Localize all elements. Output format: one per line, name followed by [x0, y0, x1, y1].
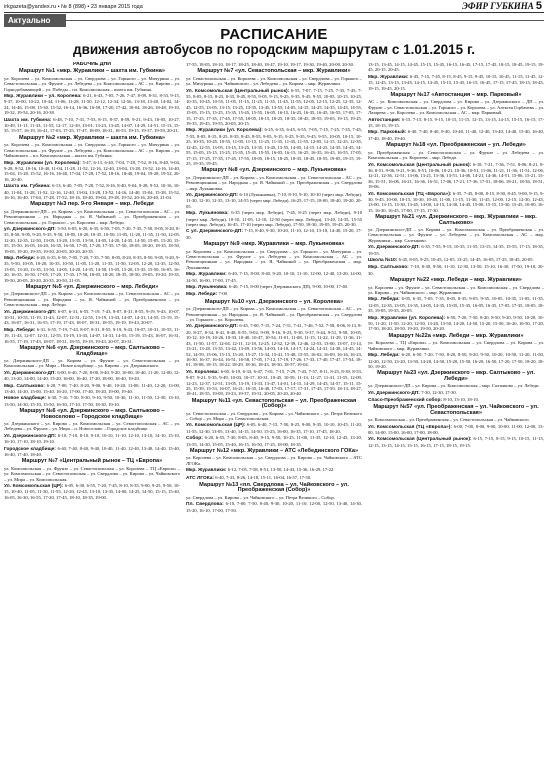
schedule-text: 6-05, 6-30, 6-55, 7-20, 7-45, 8-10, 8-35, 9-00, 9-25, 9-50, 10-15, 10-40, 11-05, 11-30, 11-55, 12-20, 12-45, 13-10, 13-35, 14-00, 14-25, 14-50, 15-15, 15-40, 16-05, 16-30, 16-55, 17-20, 17-45, 18-10, 18-35, 19-00.: [4, 483, 180, 500]
route-heading: Маршрут №1 «мкр. Журавлики – шахта им. Губкина»: [19, 68, 165, 75]
rubric-label: Актуально: [4, 14, 66, 27]
schedule-text: 6-15, 7-15, 8-15, 9-15, 10-15, 11-15, 12-15, 13-15, 14-15, 15-15, 16-15, 17-15, 18-15, 19-15.: [368, 436, 544, 448]
schedule-text: 6-21, 6-43, 7-05, 7-26, 7-47, 8-09, 8-31, 8-53, 9-15, 9-37, 10-00, 10-22, 10-44, 11-06, 11-28, 11-50, 12-12, 12-34, 12-56, 13-18, 13-40, 14-02, 14-24, 14-46, 15-08, 15-30, 15-52, 16-14, 16-36, 16-58, 17-20, 17-42, 18-04, 18-26, 18-48, 19-10, 19-32, 19-54, 20-16, 20-38.: [4, 93, 180, 116]
schedule-entry: [368, 397, 544, 403]
stop-name: Школа №10:: [368, 258, 399, 263]
schedule-entry: [4, 370, 180, 382]
schedule-entry: [186, 435, 362, 447]
schedule-text: 6-40, 7-40, 8-40, 9-40, 10-40, 11-40, 12-40, 13-40, 14-40, 15-40, 16-40, 17-40, 18-40, 19-40.: [368, 129, 544, 141]
schedule-text: 7-30, 12-30, 17-30.: [421, 389, 457, 395]
route-heading: Маршрут №7 «ул. Севастопольская – мкр. Журавлики»: [197, 68, 351, 75]
schedule-entry: [368, 129, 544, 141]
schedule-text: ул. Севастопольская – ул. Королева – ул. Комсомольская – ул. Свердлова – ул. Горького – ул. Мичурина – ул. Чайковского – ул. Лебедева – ул. Кирова – мкр. Журавлики.: [186, 75, 362, 87]
stop-name: Спасо-Преображенский собор:: [368, 397, 444, 403]
schedule-entry: [186, 422, 362, 434]
schedule-text: 7-15, 8-40, 9-30, 10-20, 11-10, 12-10, 13-10, 14-40, 15-20, 17-30.: [186, 228, 362, 240]
schedule-entry: [4, 209, 180, 225]
schedule-entry: [368, 74, 544, 91]
schedule-text: 7-10, 8-30, 9-50, 11-10, 12-30, 13-50, 15-10, 16-30, 17-50, 19-10, 20-30.: [368, 264, 544, 276]
stop-name: АТС ЛГОКа:: [186, 475, 216, 481]
column-3: [368, 62, 544, 766]
schedule-entry: [368, 150, 544, 161]
schedule-text: 6-55, 7-07, 7-15, 7-25, 7-35, 7-45, 7-55, 8-05, 8-15, 8-25, 8-35, 8-45, 8-55, 9-05, 9-15, 9-25, 9-35, 9-45, 9-55, 10-05, 10-15, 10-25, 10-35, 10-45, 10-55, 11-05, 11-15, 11-25, 11-35, 11-45, 11-55, 12-05, 12-15, 12-25, 12-35, 12-45, 12-55, 13-05, 13-15, 13-25, 13-35, 13-45, 13-55, 14-05, 14-15, 14-25, 14-35, 14-45, 14-55, 15-05, 15-15, 15-25, 15-35, 15-45, 15-55, 16-05, 16-15, 16-25, 16-35, 16-45, 16-55, 17-05, 17-15, 17-25, 17-35, 17-45, 17-55, 18-05, 18-15, 18-25, 18-35, 18-45, 18-55, 19-05, 19-15, 19-25, 19-35, 19-45, 19-55, 20-05, 20-15.: [186, 87, 362, 127]
schedule-text: 6-20, 6-50, 7-20, 7-50, 8-20, 8-50, 9-20, 9-50, 10-20, 10-50, 11-20, 11-50, 12-20, 12-50, 13-20, 13-50, 14-20, 14-50, 15-20, 15-50, 16-20, 16-50, 17-20, 17-50, 18-20, 18-50, 19-20.: [368, 352, 544, 369]
route-heading: Маршрут №22 «мкр. Лебеди – мкр. Журавлики»: [390, 277, 522, 284]
schedule-entry: [4, 383, 180, 395]
schedule-text: 6-35, 7-55, 9-15, 10-35, 11-55, 13-15, 14-35, 15-55, 17-15, 18-35, 19-55.: [368, 244, 544, 256]
stop-name: Мкр. Лебеди:: [186, 292, 219, 298]
column-2: [186, 62, 362, 766]
schedule-entry: [186, 495, 362, 500]
schedule-entry: [186, 411, 362, 422]
schedule-text: 6-10, 7-00, 7-50, 8-40, 9-30, 10-20, 11-10, 12-00, 12-50, 13-40, 14-30, 15-20, 16-10, 17-00, 17-50.: [186, 501, 362, 513]
stop-name: Мкр. Лукьяновка:: [186, 285, 229, 291]
schedule-text: ул. Королева – ул. Комсомольская – ул. Свердлова – ул. Горького – ул. Мичурина – ул. Севастопольская – ул. Фрунзе – ул. Лебедева – ул. Комсомольская – АС – ул. Кирова – ул. Чайковского – пл. Комсомольская – шахта им. Губкина.: [4, 142, 180, 159]
schedule-text: 6-31, 6-55, 7-19, 7-43, 8-07, 8-31, 8-55, 9-19, 9-43, 10-07, 10-31, 10-55, 11-19, 11-43, 12-07, 12-31, 12-55, 13-19, 13-43, 14-07, 14-31, 14-55, 15-19, 15-43, 16-07, 16-31, 16-55, 17-19, 17-43, 18-07, 18-31, 18-55, 19-19, 19-43, 20-07, 20-31.: [4, 326, 180, 344]
schedule-entry: [186, 210, 362, 227]
stop-name: Мкр. Журавлики – ул. Королева:: [4, 94, 84, 100]
schedule-entry: [4, 446, 180, 458]
article-title: РАСПИСАНИЕ: [220, 26, 328, 43]
schedule-entry: [186, 501, 362, 513]
schedule-entry: [368, 117, 544, 129]
route-heading: Маршрут №13 «пл. Свердлова – ул. Чайковского – ул. Преображенская (Собор)»: [199, 482, 349, 494]
schedule-entry: [4, 358, 180, 369]
schedule-entry: [186, 475, 362, 481]
schedule-text: ул. Дзержинского-ДП – ул. Кирова – ул. Комсомольская – ул. Севастопольская – АС – ул. Революционная – ул. Народная – ул. Я. Чайкиной – ул. Преображенская – ул. Севастопольская – ул. Горького – ул. Королева – мкр. Лебеди.: [4, 208, 180, 225]
schedule-entry: [368, 264, 544, 276]
stop-name: Ул. Дзержинского-ДП:: [4, 309, 58, 315]
route-heading: Маршрут №6 «ул. Дзержинского – мкр. Салтыково – Новоселово – Городское кладбище»: [19, 408, 165, 420]
schedule-text: ул. Королева – ул. Фрунзе – ул. Севастопольская – ул. Комсомольская – ул. Свердлова – ул. Кирова – ул. Чайковского – мкр. Журавлики.: [368, 284, 544, 296]
stop-name: Новое кладбище:: [4, 396, 48, 402]
schedule-entry: [4, 160, 180, 183]
newspaper-brand: ЭФИР ГУБКИНА: [462, 1, 534, 11]
schedule-entry: [186, 291, 362, 297]
schedule-text: 6-30, 7-10, 7-50, 8-30, 9-10, 9-50, 10-30, 11-10, 11-50, 12-30, 13-10, 13-50, 14-30, 15-10, 15-50, 16-30, 17-10, 17-50, 18-30, 19-10.: [4, 395, 180, 407]
stop-name: Мкр. Журавлики (ул. Королева):: [368, 315, 447, 321]
schedule-text: 6-20, 7-00, 7-40, 8-20, 9-00, 9-40, 10-20, 11-00, 11-40, 12-20, 13-00, 13-40, 14-20, 15-00, 15-40, 16-20, 17-00, 17-40, 18-20, 19-00, 19-40.: [4, 382, 180, 394]
schedule-text: ул. Преображенская – ул. Севастопольская – ул. Фрунзе – ул. Лебедева – ул. Комсомольская – ул. Королева – мкр. Лебеди.: [368, 149, 544, 161]
stop-name: Мкр. Парковый:: [368, 130, 408, 136]
schedule-entry: [4, 93, 180, 116]
route-heading: Маршрут №17 «Автостанция – мкр. Парковый»: [390, 92, 522, 99]
schedule-text: 6-18, 7-21, 7-36, 7-51, 8-06, 8-21, 8-36, 8-51, 9-06, 9-21, 9-36, 9-51, 10-06, 10-21, 10-36, 10-51, 11-06, 11-21, 11-36, 11-51, 12-06, 12-21, 12-36, 12-51, 13-06, 13-21, 13-36, 13-51, 14-06, 14-21, 14-36, 14-51, 15-06, 15-21, 15-36, 15-51, 16-06, 16-21, 16-36, 16-51, 17-06, 17-21, 17-36, 17-51, 18-06, 18-21, 18-36, 18-51, 19-06.: [368, 161, 544, 190]
stop-name: ул. Дзержинского-ДП:: [4, 226, 58, 232]
schedule-text: 6-35 (через мкр. Лебеди), 7-45, 8-25 (через мкр. Лебеди), 9-10 (через мкр. Лебеди), 10-10, 11-05, 12-10, 12-50 (через мкр. Лебеди), 13-40, 14-35, 15-55 (через мкр. Лебеди), 16-45, 17-10 (через мкр. Лебеди), 17-50, 18-30, 19-05, 19-45, 20-30.: [186, 210, 362, 227]
schedule-text: 6-45, 7-00, 7-15, 7-24, 7-31, 7-41, 7-46, 7-52, 7-58, 8-06, 8-13, 8-20, 8-27, 8-34, 8-41, 8-48, 8-55, 9-02, 9-09, 9-16, 9-23, 9-30, 9-37, 9-44, 9-51, 9-58, 10-05, 10-12, 10-19, 10-26, 10-33, 10-40, 10-47, 10-54, 11-01, 11-08, 11-15, 11-22, 11-29, 11-36, 11-43, 11-50, 11-57, 12-04, 12-11, 12-18, 12-25, 12-32, 12-39, 12-46, 12-53, 13-00, 13-07, 13-14, 13-21, 13-28, 13-35, 13-42, 13-49, 13-56, 14-03, 14-10, 14-17, 14-24, 14-31, 14-38, 14-45, 14-52, 14-59, 15-06, 15-13, 15-20, 15-27, 15-34, 15-41, 15-48, 15-55, 16-02, 16-09, 16-16, 16-23, 16-30, 16-37, 16-44, 16-51, 16-58, 17-05, 17-12, 17-19, 17-26, 17-33, 17-40, 17-47, 17-54, 18-01, 18-08, 18-15, 18-22, 18-29, 18-36, 18-43, 18-50, 18-57, 19-04.: [186, 323, 362, 368]
schedule-entry: [368, 285, 544, 296]
route-heading: Маршрут №3 пер. 9-го Января – мкр. Лебеди: [30, 201, 154, 208]
stop-name: Ул. Дзержинского-ДП:: [4, 433, 58, 439]
schedule-text: 5-50, 6-05, 6-20, 6-35, 6-50, 7-05, 7-20, 7-35, 7-50, 8-05, 8-20, 8-35, 8-50, 9-05, 9-20, 9-35, 9-50, 10-05, 10-20, 10-35, 10-50, 11-05, 11-20, 11-35, 11-50, 12-05, 12-20, 12-35, 12-50, 13-05, 13-20, 13-35, 13-50, 14-05, 14-20, 14-35, 14-50, 15-05, 15-20, 15-35, 15-50, 16-05, 16-20, 16-35, 16-50, 17-05, 17-20, 17-35, 17-50, 18-05, 18-20, 18-35, 18-50, 19-05, 19-20, 19-35, 19-50, 20-05, 20-20, 20-35.: [4, 225, 180, 254]
schedule-text: ул. Дзержинского – ул. Кирова – ул. Комсомольская – ул. Севастопольская – АС – ул. Лебедева – ул. Фрунзе – ул. Мира – п. Новоселово – Городское кладбище.: [4, 420, 180, 432]
schedule-entry: [186, 284, 362, 290]
schedule-entry: [186, 467, 362, 473]
schedule-text: 6-07, 6-31, 6-55, 7-19, 7-43, 8-07, 8-31, 8-55, 9-19, 9-43, 10-07, 10-31, 10-55, 11-19, 11-43, 12-07, 12-31, 12-55, 13-19, 13-43, 14-07, 14-31, 14-55, 15-19, 15-43, 16-07, 16-31, 16-55, 17-19, 17-43, 18-07, 18-31, 18-55, 19-19, 19-43, 20-07.: [4, 308, 180, 326]
schedule-entry: [4, 483, 180, 500]
schedule-entry: [186, 249, 362, 271]
schedule-text: ул. Дзержинского-ДП – ул. Кирова – ул. Комсомольская – ул. Севастопольская – АС – ул. Революционная – ул. Народная – ул. Я. Чайкиной – ул. Преображенская – ул. Свердлова – мкр. Лукьяновка.: [186, 174, 362, 191]
route-heading: Маршрут №9 «мкр. Журавлики – мкр. Лукьяновка»: [203, 241, 345, 248]
schedule-entry: [368, 390, 544, 396]
route-heading: Маршрут №2 «мкр. Журавлики – шахта им. Губкина»: [19, 134, 165, 141]
schedule-text: 6-00, 7-00, 8-00, 9-00, 10-00, 11-00, 12-00, 13-00, 14-00, 15-00, 16-00, 17-00, 18-00.: [368, 423, 544, 435]
schedule-text: 6-45, 7-15, 7-45, 8-15, 8-45, 9-15, 9-45, 10-15, 10-45, 11-15, 11-45, 12-15, 12-45, 13-15, 13-45, 14-15, 14-45, 15-15, 15-45, 16-15, 16-45, 17-15, 17-45, 18-15, 18-45, 19-15, 19-45, 20-15.: [368, 73, 544, 91]
schedule-text: 6-12, 7-05, 7-58, 8-51, 13-50, 14-43, 15-36, 16-29, 17-22.: [227, 467, 335, 473]
schedule-entry: [4, 433, 180, 445]
schedule-entry: [186, 306, 362, 322]
schedule-entry: [4, 117, 180, 134]
schedule-text: ул. Королева – ул. Комсомольская – ул. Свердлова – ул. Кирова – ул. Чайковского – АТС ЛГОКа.: [186, 455, 362, 466]
schedule-text: 6-05, 6-35, 7-05, 7-35, 8-05, 8-35, 9-05, 9-35, 10-05, 10-35, 11-05, 11-35, 12-05, 12-35, 13-05, 13-35, 14-05, 14-35, 15-05, 15-35, 16-05, 16-35, 17-05, 17-35, 18-05, 18-35, 19-05, 19-35, 20-05.: [368, 296, 544, 314]
schedule-text: ул. Королева – ул. Комсомольская – ул. Свердлова – ул. Горького – ул. Мичурина – ул. Севастопольская – ул. Фрунзе – ул. Лебедева – ул. Комсомольская – АС – ул. Революционная – ул. Народная – ул. Я. Чайкиной – ул. Преображенская – мкр. Лукьяновка.: [186, 248, 362, 270]
schedule-entry: [4, 466, 180, 482]
schedule-text: 6-00, 6-40, 7-20, 8-00, 8-40, 9-20, 10-00, 10-40, 11-20, 12-00, 12-40, 13-20, 14-00, 14-40, 15-20, 16-00, 16-40, 17-20, 18-00, 18-40, 19-20.: [4, 369, 180, 382]
schedule-entry: [368, 244, 544, 256]
schedule-text: 13-15, 13-45, 14-15, 14-45, 15-15, 15-45, 16-15, 16-45, 17-15, 17-45, 18-15, 18-45, 19-15, 19-45, 20-15, 20-45.: [368, 62, 544, 73]
route-heading: Маршрут №23 «ул. Дзержинского – мкр. Салтыково – ул. Лебеди»: [377, 370, 535, 382]
schedule-entry: [4, 183, 180, 200]
route-heading: Маршрут №21 «ул. Дзержинского – мкр. Журавлики – мкр. Салтыково»: [375, 214, 537, 226]
schedule-entry: [186, 271, 362, 283]
stop-name: Городское кладбище:: [4, 446, 58, 452]
schedule-entry: [368, 352, 544, 369]
schedule-entry: [4, 291, 180, 307]
schedule-entry: [368, 436, 544, 448]
page-header: [4, 2, 544, 13]
schedule-text: 17-55, 18-05, 18-10, 18-17, 18-25, 18-40, 18-47, 19-10, 19-17, 19-30, 19-40, 20-00, 20-30.: [186, 62, 355, 67]
stop-name: Собор:: [186, 436, 205, 442]
stop-name: Ул. Комсомольская (Центральный рынок):: [186, 88, 291, 94]
stop-name: Ул. Комсомольская (ЦР):: [186, 423, 247, 429]
stop-name: Ул. Королева:: [186, 369, 221, 375]
schedule-text: ул. Свердлова – ул. Кирова – ул. Чайковского – ул. Петра Великого – Собор.: [186, 494, 335, 500]
schedule-text: ул. Дзержинского-ДП – ул. Кирова – ул. Фрунзе – ул. Севастопольская – ул. Комсомольская – ул. Мира – Новое кладбище – ул. Кирова – ул. Дзержинского.: [4, 357, 180, 369]
stop-name: Пл. Свердлова:: [186, 502, 226, 508]
schedule-entry: [4, 142, 180, 158]
rubric-divider: [66, 20, 544, 21]
schedule-entry: [368, 191, 544, 214]
schedule-text: АС – ул. Комсомольская – ул. Свердлова – ул. Кирова – ул. Дзержинского – ДП – ул. Фрунзе – ул. Севастопольская – ул. Горького – ул. Королева – ул. Алексея Горбачева – ул. Лазарева – ул. Королева – ул. Комсомольская – АС – мкр. Парковый.: [368, 99, 544, 116]
stop-name: Мкр. Салтыково:: [4, 383, 47, 389]
schedule-entry: [368, 315, 544, 332]
schedule-entry: [186, 455, 362, 466]
schedule-entry: [368, 296, 544, 313]
schedule-text: ул. Дзержинского-ДП – ул. Кирова – ул. Комсомольская – мкр. Салтыково – ул. Лебеди.: [368, 383, 540, 389]
schedule-text: 6-13, 6-40, 7-05, 7-28, 7-52, 8-16, 8-40, 9-04, 9-28, 9-52, 10-16, 10-40, 11-04, 11-28, 11-52, 12-16, 12-40, 13-04, 13-28, 13-52, 14-16, 14-40, 15-04, 15-28, 15-52, 16-16, 16-40, 17-04, 17-28, 17-52, 18-16, 18-40, 19-04, 19-28, 19-52, 20-16, 20-40, 21-04.: [4, 183, 180, 200]
stop-name: Ул. Дзержинского-ДП:: [4, 370, 58, 376]
schedule-entry: [186, 228, 362, 240]
stop-name: Шахта им. Губкина:: [4, 117, 54, 123]
schedule-text: 6-20, 6-55, 7-30, 8-05, 8-40, 9-15, 9-50, 10-25, 11-00, 11-35, 12-10, 12-45, 13-20, 13-55, 14-30, 15-05, 15-40, 16-15, 16-50, 17-25, 18-00, 18-35.: [186, 435, 362, 447]
schedule-text: 6-20, 6-35, 6-50, 7-05, 7-20, 7-35, 7-50, 8-05, 8-20, 8-35, 8-50, 9-05, 9-20, 9-35, 9-50, 10-05, 10-20, 10-35, 10-50, 11-05, 11-20, 11-35, 11-50, 12-05, 12-20, 12-35, 12-50, 13-05, 13-20, 13-35, 13-50, 14-05, 14-20, 14-35, 14-50, 15-05, 15-20, 15-35, 15-50, 16-05, 16-20, 16-35, 16-50, 17-05, 17-20, 17-35, 17-50, 18-05, 18-20, 18-35, 18-50, 19-05, 19-20, 19-35, 19-50, 20-05, 20-20, 20-35, 20-50, 21-05.: [4, 255, 180, 283]
header-left: irkgazeta@yandex.ru • № 8 (898) • 23 января 2015 года: [4, 4, 143, 10]
schedule-text: ул. Королева – ул. Комсомольская – ул. Свердлова – ул. Горького – ул. Мичурина – ул. Севастопольская – ул. Фрунзе – ул. Лебедева – ул. Комсомольская – АС – ул. Кирова – ул. Горнодобывающей – ул. Победы – пл. Комсомольская – шахта им. Губкина.: [4, 75, 180, 92]
stop-name: Мкр. Лебеди:: [368, 353, 402, 359]
schedule-entry: [4, 226, 180, 254]
route-heading: Маршрут №22а «мкр. Лебеди – мкр. Журавлики»: [388, 332, 524, 339]
stop-name: Ул. Дзержинского-ДП:: [186, 324, 240, 330]
stop-name: Ул. Комсомольская (ТЦ «Европа»):: [368, 424, 454, 430]
schedule-text: ул. Севастопольская – ул. Свердлова – ул. Кирова – ул. Чайковского – ул. Петра Великого – Собор – ул. Мира – ул. Севастопольская.: [186, 410, 362, 421]
stop-name: Автостанция:: [368, 117, 402, 123]
stop-name: Мкр. Лебеди:: [4, 327, 37, 333]
schedule-entry: [186, 192, 362, 209]
schedule-entry: [4, 255, 180, 283]
schedule-entry: [368, 340, 544, 351]
schedule-entry: [186, 323, 362, 367]
schedule-entry: [4, 395, 180, 407]
schedule-text: 6-35, 7-45, 8-00, 8-15, 8-30, 8-45, 9-00, 9-15, 9-30, 9-45, 10-00, 10-15, 10-30, 10-45, 11-00, 11-15, 11-30, 11-45, 12-00, 12-15, 12-30, 12-45, 13-00, 13-15, 13-30, 13-45, 14-00, 14-15, 14-30, 14-45, 15-00, 15-15, 15-30, 15-45, 16-00, 16-15, 16-30, 16-45, 17-00, 17-15, 17-30.: [368, 190, 544, 213]
stop-name: Мкр. Журавлики:: [186, 468, 228, 474]
schedule-columns: [4, 62, 544, 766]
schedule-text: 7-00.: [218, 291, 229, 297]
route-heading: Маршрут №11 «ул. Севастопольская – ул. Преображенская (Собор)»: [191, 397, 357, 410]
schedule-text: 6-15, 7-15, 8-15, 9-15, 10-15, 11-15, 12-15, 13-15, 14-15, 15-15, 16-15, 17-15, 18-15, 19-15.: [368, 116, 544, 129]
route-heading: Маршрут №12 «мкр. Журавлики – АТС «Лебединского ГОКа»: [189, 448, 359, 454]
schedule-entry: [4, 421, 180, 432]
schedule-entry: [186, 88, 362, 127]
schedule-text: 6-10 (Лукьяновка), 7-10, 8-10, 9-10, 10-10 (через мкр. Лебеди), 11-30, 12-10, 12-35, 13-10, 14-55 (через мкр. Лебеди), 16-25, 17-15, 18-00, 18-40, 19-20, 20-05.: [186, 191, 362, 209]
schedule-text: ул. Дзержинского-ДП – ул. Кирова – ул. Комсомольская – ул. Преображенская – ул. Севастопольская – ул. Фрунзе – ул. Лебедева – ул. Комсомольская – АС – мкр. Журавлики – мкр. Салтыково.: [368, 226, 544, 243]
page-number: 5: [535, 0, 542, 12]
column-1: [4, 62, 180, 766]
schedule-entry: [4, 76, 180, 92]
schedule-text: 6-40, 7-33, 8-26, 14-18, 15-11, 16-04, 16-57, 17-50.: [215, 474, 312, 480]
route-heading: Маршрут №8 «ул. Дзержинского – мкр. Лукьяновка»: [201, 167, 347, 174]
stop-name: Мкр. Журавлики:: [368, 74, 410, 80]
stop-name: Ул. Комсомольская (ТЦ «Европа»):: [368, 191, 453, 197]
route-heading: Маршрут №18 «ул. Преображенская – ул. Лебеди»: [386, 142, 526, 149]
schedule-text: ул. Дзержинского-ДП – ул. Кирова – ул. Комсомольская – ул. Севастопольская – АС – ул. Революционная – ул. Народная – ул. Я. Чайкиной – ул. Преображенская – ул. Свердлова – ул. Горького – ул. Королева.: [186, 306, 362, 323]
schedule-entry: [368, 99, 544, 115]
schedule-text: 6-40, 7-15, 8-00 (через Дзержинского ДП), 9-00, 10-00, 17-40.: [228, 284, 349, 290]
schedule-entry: [368, 383, 544, 388]
route-heading: Маршрут №7 «Центральный рынок – ТЦ «Европа»: [21, 458, 163, 465]
stop-name: Ул. Дзержинского-ДП:: [368, 245, 422, 251]
schedule-entry: [4, 309, 180, 326]
stop-name: Ул. Дзержинского-ДП:: [186, 192, 240, 198]
schedule-text: ул. Комсомольская – ул. Фрунзе – ул. Севастопольская – ул. Королева – ТЦ «Европа» – ул. Комсомольская – ул. Севастопольская – ул. Свердлова – ул. Кирова – ул. Чайковского – ул. Мира – ул. Комсомольская.: [4, 465, 180, 482]
schedule-text: 6-25, 6-35, 6-45, 6-55, 7-05, 7-15, 7-25, 7-35, 7-45, 7-55, 8-05, 8-15, 8-25, 8-35, 8-45, 8-55, 9-05, 9-15, 9-25, 9-35, 9-45, 9-55, 10-05, 10-15, 10-25, 10-35, 10-45, 10-55, 11-05, 11-15, 11-25, 11-35, 11-45, 11-55, 12-05, 12-15, 12-25, 12-35, 12-45, 12-55, 13-05, 13-15, 13-25, 13-35, 13-45, 13-55, 14-05, 14-15, 14-25, 14-35, 14-45, 14-55, 15-05, 15-15, 15-25, 15-35, 15-45, 15-55, 16-05, 16-15, 16-25, 16-35, 16-45, 16-55, 17-05, 17-15, 17-25, 17-35, 17-45, 17-55, 18-05, 18-15, 18-25, 18-35, 18-45, 18-55, 19-05, 19-15, 19-25, 19-35, 19-45.: [186, 127, 362, 166]
stop-name: Мкр. Журавлики:: [186, 272, 229, 278]
schedule-text: 6-50, 7-20, 7-50, 8-20, 8-50, 9-20, 9-50, 10-20, 10-50, 11-20, 11-50, 12-20, 12-50, 13-20, 13-50, 14-20, 14-50, 15-20, 15-50, 16-20, 16-50, 17-20, 17-50, 18-20, 18-50, 19-20, 19-50, 20-20.: [368, 314, 544, 332]
schedule-text: 6-05, 6-40, 7-15, 7-50, 8-25, 9-00, 9-35, 10-10, 10-45, 11-20, 11-55, 12-30, 13-05, 13-40, 14-15, 14-50, 15-25, 16-00, 16-35, 17-10, 17-45, 18-20.: [186, 422, 362, 434]
schedule-entry: [186, 175, 362, 191]
schedule-text: ул. Комсомольская – ул. Преображенская – ул. Севастопольская – ул. Чайковского.: [368, 417, 530, 423]
schedule-entry: [186, 76, 362, 87]
schedule-entry: [368, 257, 544, 263]
stop-name: С ул. Дзержинского-ДП:: [186, 229, 245, 235]
schedule-text: 6-40, 7-40, 8-40, 9-40, 10-40, 11-40, 12-40, 13-40, 14-40, 15-40, 16-40, 17-40, 18-40.: [4, 445, 180, 457]
stop-name: Мкр. Журавлики (ул. Королева):: [186, 128, 265, 134]
stop-name: Ул. Комсомольская (Центральный рынок):: [368, 437, 474, 443]
stop-name: Мкр. Салтыково:: [368, 265, 411, 271]
schedule-text: 6-40, 7-15, 8-00, 8-40, 9-20, 10-10, 11-10, 12-00, 12-40, 13-20, 14-00, 14-50, 16-00, 17-00, 17-45.: [186, 271, 362, 283]
route-heading: Маршрут №10 «ул. Дзержинского – ул. Королева»: [204, 298, 344, 305]
stop-name: Шахта им. Губкина:: [4, 184, 53, 190]
schedule-text: 8-10, 13-10, 18-10.: [443, 396, 479, 402]
schedule-text: 6-05, 6-19, 6-33, 6-47, 7-01, 7-15, 7-29, 7-43, 7-57, 8-11, 8-25, 8-39, 8-53, 9-07, 9-21, 9-35, 9-49, 10-03, 10-17, 10-31, 10-45, 10-59, 11-13, 11-27, 11-41, 11-55, 12-09, 12-23, 12-37, 12-51, 13-05, 13-19, 13-33, 13-47, 14-01, 14-15, 14-29, 14-43, 14-57, 15-11, 15-25, 15-39, 15-53, 16-07, 16-21, 16-35, 16-49, 17-03, 17-17, 17-31, 17-45, 17-59, 18-13, 18-27, 18-41, 18-55, 19-09, 19-23, 19-37, 19-51, 20-05, 20-20, 20-40.: [186, 368, 362, 397]
schedule-entry: [186, 62, 362, 67]
stop-name: Мкр. Журавлики (ул. Королева):: [4, 160, 83, 166]
stop-name: Ул. Комсомольская (ЦР):: [4, 484, 65, 490]
stop-name: Ул. Дзержинского-ДП:: [368, 390, 422, 396]
route-heading: Маршрут №6 «ул. Дзержинского – мкр. Салтыково – Кладбище»: [19, 345, 165, 357]
route-heading: Маршрут №5 «ул. Дзержинского – мкр. Лебеди»: [25, 284, 159, 291]
workdays-heading: РАБОЧИЕ ДНИ: [73, 62, 111, 67]
schedule-entry: [368, 227, 544, 243]
stop-name: Мкр. Лукьяновка:: [186, 211, 232, 217]
schedule-entry: [368, 162, 544, 190]
schedule-text: 6-10, 7-10, 8-10, 9-10, 10-10, 11-10, 12-10, 13-10, 14-10, 15-10, 16-10, 17-10, 18-10, 19-10.: [4, 432, 180, 445]
schedule-text: ул. Королева – ТЦ «Европа» – ул. Комсомольская – ул. Свердлова – ул. Кирова – ул. Чайковского – мкр. Журавлики.: [368, 340, 544, 351]
schedule-entry: [186, 369, 362, 397]
schedule-text: ул. Дзержинского-ДП – ул. Кирова – ул. Комсомольская – ул. Севастопольская – АС – ул. Революционная – ул. Народная – ул. Я. Чайкиной – ул. Преображенская – ул. Севастопольская – мкр. Лебеди.: [4, 291, 180, 308]
stop-name: Мкр. Лебеди:: [4, 256, 37, 261]
schedule-entry: [368, 62, 544, 73]
stop-name: Мкр. Лебеди:: [368, 297, 402, 303]
schedule-entry: [368, 424, 544, 436]
schedule-text: 6-48, 7-10, 7-31, 7-53, 8-15, 8-37, 8-59, 9-21, 9-43, 10-05, 10-27, 10-49, 11-11, 11-33, 11-55, 12-17, 12-39, 13-01, 13-23, 13-45, 14-07, 14-29, 14-51, 15-13, 15-35, 15-57, 16-19, 16-41, 17-03, 17-25, 17-47, 18-09, 18-31, 18-53, 19-15, 19-37, 19-59, 20-21.: [4, 116, 180, 134]
schedule-text: 6-45, 8-05, 9-25, 10-45, 12-05, 13-25, 14-45, 16-05, 17-25, 18-45, 20-05.: [398, 257, 534, 262]
stop-name: Ул. Комсомольская (Центральный рынок):: [368, 162, 473, 168]
schedule-entry: [368, 417, 544, 422]
schedule-entry: [186, 127, 362, 166]
article-subtitle: движения автобусов по городским маршрутам с 1.01.2015 г.: [73, 42, 475, 57]
schedule-text: 5-47, 6-13, 6-40, 7-04, 7-28, 7-52, 8-16, 8-40, 9-04, 9-28, 9-52, 10-16, 10-40, 11-04, 11-28, 11-52, 12-16, 12-40, 13-04, 13-28, 13-52, 14-16, 14-40, 15-04, 15-28, 15-52, 16-16, 16-40, 17-04, 17-28, 17-52, 18-16, 18-40, 19-04, 19-28, 19-52, 20-16, 20-40.: [4, 159, 180, 182]
route-heading: Маршрут №57 «ул. Преображенская – ул. Чайковского – ул. Севастопольская»: [373, 404, 539, 416]
schedule-entry: [4, 327, 180, 344]
